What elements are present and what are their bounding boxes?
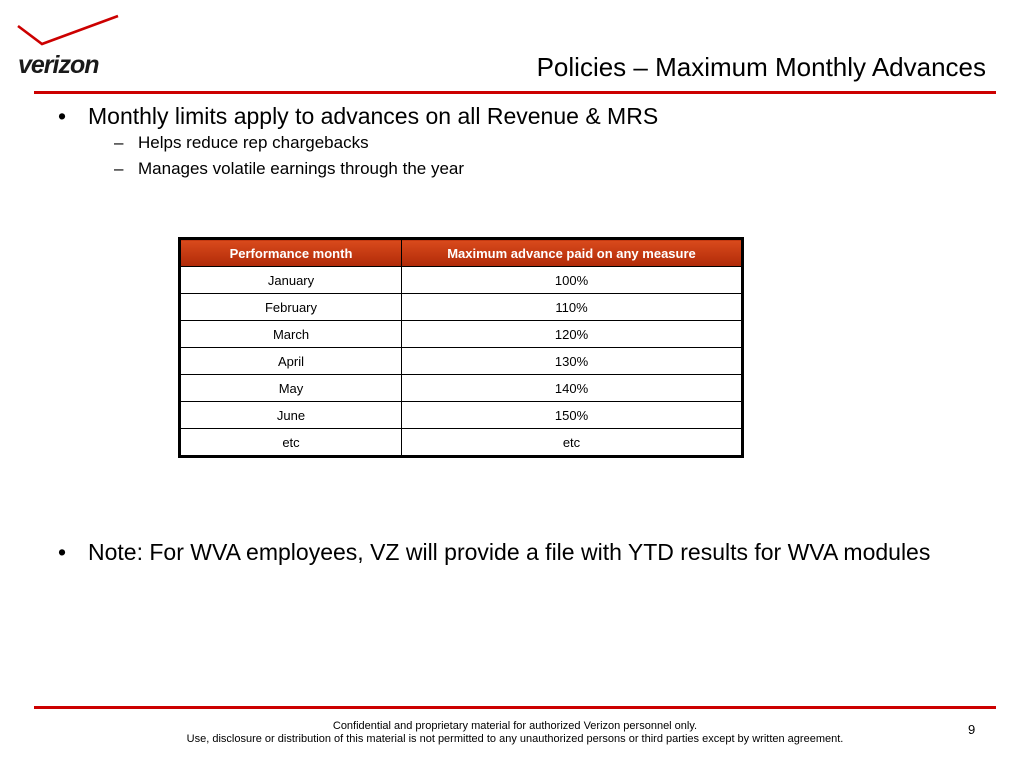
month-cell: February bbox=[180, 294, 402, 321]
table-row bbox=[180, 375, 743, 402]
advance-cell: 110% bbox=[402, 294, 743, 321]
advance-cell: 140% bbox=[402, 375, 743, 402]
bullet-item bbox=[58, 538, 958, 566]
footer-line-1: Confidential and proprietary material for authorized Verizon personnel only. bbox=[332, 720, 698, 732]
table-row bbox=[180, 294, 743, 321]
note-bullet bbox=[58, 538, 958, 566]
column-header-month: Performance month bbox=[180, 239, 402, 267]
footer-divider bbox=[34, 706, 996, 709]
advance-cell: 150% bbox=[402, 402, 743, 429]
table-row bbox=[180, 267, 743, 294]
bullet-text: Monthly limits apply to advances on all Revenue & MRS bbox=[88, 103, 659, 129]
column-header-max-advance: Maximum advance paid on any measure bbox=[402, 239, 743, 267]
bullet-item bbox=[58, 102, 958, 130]
sub-bullet-text: Manages volatile earnings through the year bbox=[138, 159, 465, 178]
month-cell: January bbox=[180, 267, 402, 294]
table-row bbox=[180, 402, 743, 429]
title-divider bbox=[34, 91, 996, 94]
advance-cell: 100% bbox=[402, 267, 743, 294]
table-row bbox=[180, 429, 743, 457]
month-cell: March bbox=[180, 321, 402, 348]
table-row bbox=[180, 348, 743, 375]
advance-cell: 120% bbox=[402, 321, 743, 348]
bullet-marker: • bbox=[58, 103, 67, 129]
month-cell: May bbox=[180, 375, 402, 402]
footer-disclaimer bbox=[140, 720, 890, 746]
advance-cell: 130% bbox=[402, 348, 743, 375]
logo-wordmark: verizon bbox=[18, 51, 99, 79]
sub-bullet-item bbox=[58, 156, 958, 182]
month-cell: etc bbox=[180, 429, 402, 457]
sub-bullet-marker: – bbox=[114, 133, 124, 152]
sub-bullet-marker: – bbox=[114, 159, 124, 178]
advances-table bbox=[178, 237, 744, 458]
month-cell: June bbox=[180, 402, 402, 429]
advance-cell: etc bbox=[402, 429, 743, 457]
sub-bullet-item bbox=[58, 130, 958, 156]
table-header-row bbox=[180, 239, 743, 267]
table-row bbox=[180, 321, 743, 348]
page-number: 9 bbox=[968, 722, 976, 737]
footer-line-2: Use, disclosure or distribution of this material is not permitted to any unauthorized persons or third parties except by written agreement. bbox=[186, 733, 844, 745]
bullet-marker: • bbox=[58, 539, 67, 565]
month-cell: April bbox=[180, 348, 402, 375]
sub-bullet-text: Helps reduce rep chargebacks bbox=[138, 133, 369, 152]
bullet-list bbox=[58, 102, 958, 182]
slide-title: Policies – Maximum Monthly Advances bbox=[536, 52, 986, 82]
note-text: Note: For WVA employees, VZ will provide a file with YTD results for WVA modules bbox=[88, 539, 931, 565]
